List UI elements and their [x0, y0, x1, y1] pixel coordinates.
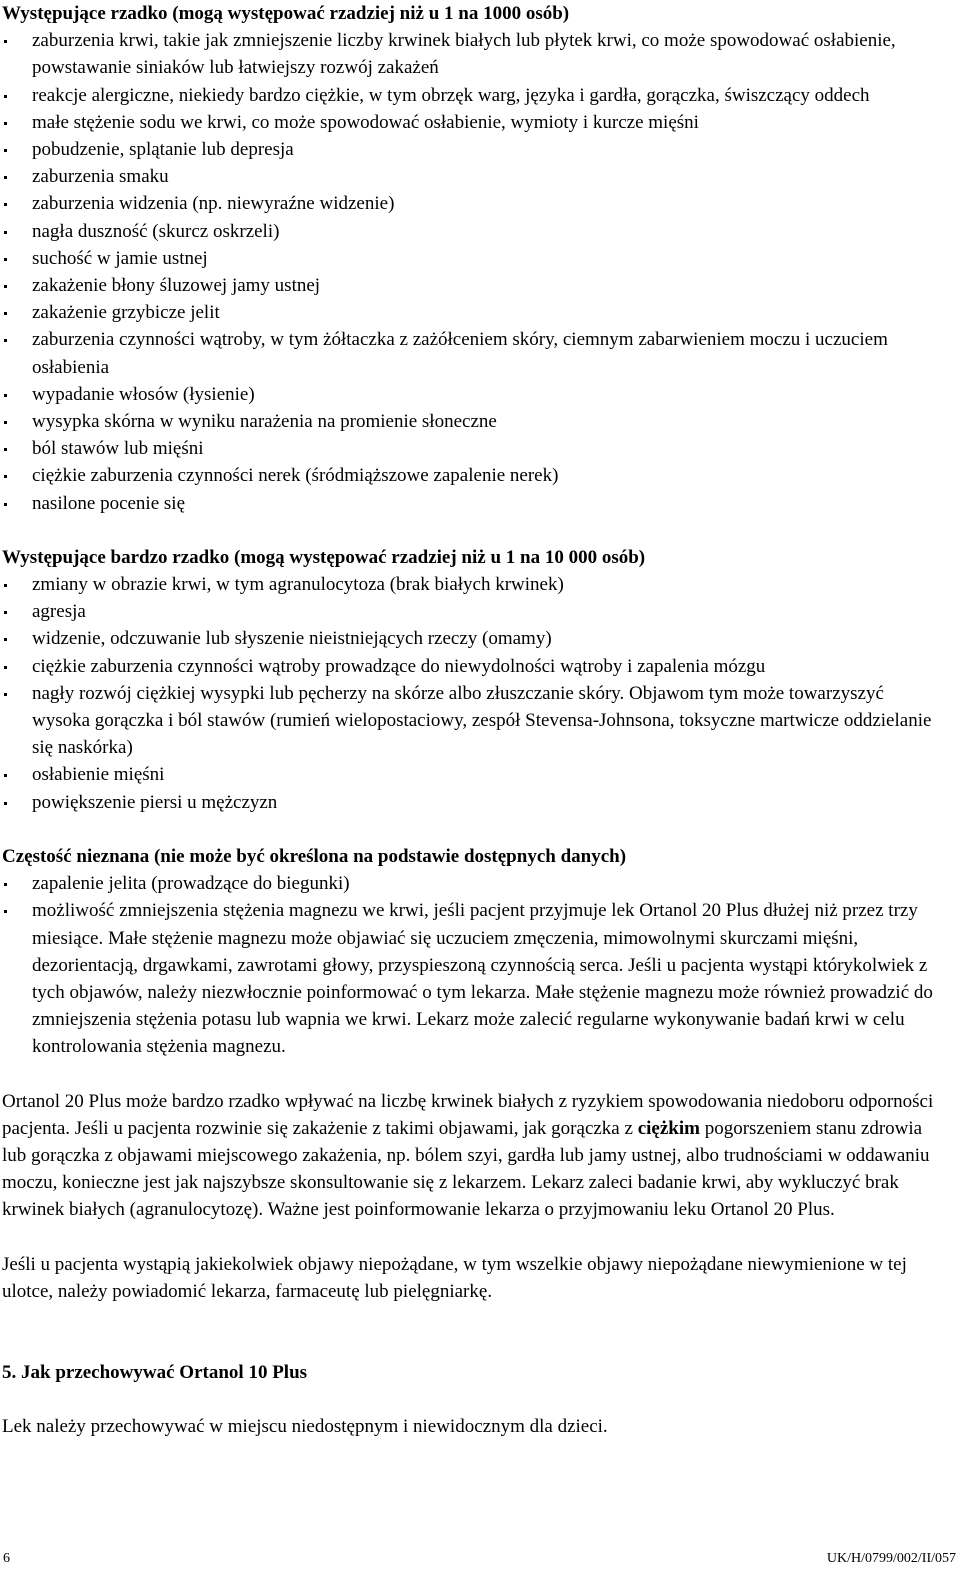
list-item: ciężkie zaburzenia czynności wątroby prowadzące do niewydolności wątroby i zapalenia mózgu	[2, 653, 960, 680]
section-5-text: Lek należy przechowywać w miejscu niedostępnym i niewidocznym dla dzieci.	[2, 1416, 608, 1438]
list-item: agresja	[2, 598, 960, 625]
list-item: możliwość zmniejszenia stężenia magnezu we krwi, jeśli pacjent przyjmuje lek Ortanol 20 Plus dłużej niż przez trzy miesiące. Małe stężenie magnezu może objawiać się uczuciem zmęczenia, mimowolnymi skurczami mięśni, dezorientacją, drgawkami, zawrotami głowy, przyspieszoną czynnością serca. Jeśli u pacjenta wystąpi którykolwiek z tych objawów, należy niezwłocznie poinformować o tym lekarza. Małe stężenie magnezu może również prowadzić do zmniejszenia stężenia potasu lub wapnia we krwi. Lekarz może zalecić regularne wykonywanie badań krwi w celu kontrolowania stężenia magnezu.	[2, 897, 960, 1060]
list-item: suchość w jamie ustnej	[2, 245, 960, 272]
page-number: 6	[3, 1551, 10, 1566]
bold-emphasis: ciężkim	[637, 1117, 700, 1139]
list-item: nagły rozwój ciężkiej wysypki lub pęcherzy na skórze albo złuszczanie skóry. Objawom tym może towarzyszyć wysoka gorączka i ból stawów (rumień wielopostaciowy, zespół Stevensa-Johnsona, toksyczne martwicze oddzielanie się naskórka)	[2, 680, 960, 762]
section-rare	[0, 0, 960, 517]
list-item: wysypka skórna w wyniku narażenia na promienie słoneczne	[2, 408, 960, 435]
paragraph-text: Jeśli u pacjenta wystąpią jakiekolwiek objawy niepożądane, w tym wszelkie objawy niepożądane niewymienione w tej ulotce, należy powiadomić lekarza, farmaceutę lub pielęgniarkę.	[2, 1253, 907, 1302]
bullet-list-rare	[2, 27, 960, 517]
list-item: wypadanie włosów (łysienie)	[2, 381, 960, 408]
list-item: widzenie, odczuwanie lub słyszenie nieistniejących rzeczy (omamy)	[2, 625, 960, 652]
section-5	[0, 1359, 960, 1440]
list-item: zaburzenia czynności wątroby, w tym żółtaczka z zażółceniem skóry, ciemnym zabarwieniem moczu i uczuciem osłabienia	[2, 326, 960, 380]
section-5-heading: 5. Jak przechowywać Ortanol 10 Plus	[2, 1361, 308, 1383]
document-code: UK/H/0799/002/II/057	[826, 1551, 956, 1566]
list-item: powiększenie piersi u mężczyzn	[2, 789, 960, 816]
paragraph-text: Ortanol 20 Plus może bardzo rzadko wpływać na liczbę krwinek białych z ryzykiem spowodowania niedoboru odporności pacjenta. Jeśli u pacjenta rozwinie się zakażenie z takimi objawami, jak gorączka z	[2, 1090, 934, 1139]
list-item: ciężkie zaburzenia czynności nerek (śródmiąższowe zapalenie nerek)	[2, 462, 960, 489]
page-footer	[0, 1548, 960, 1570]
list-item: zaburzenia smaku	[2, 163, 960, 190]
list-item: ból stawów lub mięśni	[2, 435, 960, 462]
list-item: nasilone pocenie się	[2, 490, 960, 517]
list-item: zaburzenia krwi, takie jak zmniejszenie liczby krwinek białych lub płytek krwi, co może spowodować osłabienie, powstawanie siniaków lub łatwiejszy rozwój zakażeń	[2, 27, 960, 81]
section-heading-very-rare: Występujące bardzo rzadko (mogą występować rzadziej niż u 1 na 10 000 osób)	[2, 546, 646, 568]
list-item: nagła duszność (skurcz oskrzeli)	[2, 218, 960, 245]
bullet-list-unknown	[2, 870, 960, 1060]
list-item: reakcje alergiczne, niekiedy bardzo ciężkie, w tym obrzęk warg, języka i gardła, gorączka, świszczący oddech	[2, 82, 960, 109]
paragraph-agranulocytosis	[0, 1088, 960, 1224]
list-item: zmiany w obrazie krwi, w tym agranulocytoza (brak białych krwinek)	[2, 571, 960, 598]
list-item: zaburzenia widzenia (np. niewyraźne widzenie)	[2, 190, 960, 217]
section-heading-unknown: Częstość nieznana (nie może być określona na podstawie dostępnych danych)	[2, 845, 627, 867]
section-very-rare	[0, 544, 960, 816]
paragraph-text: pogorszeniem stanu zdrowia lub gorączka z objawami miejscowego zakażenia, np. bólem szyi, gardła lub jamy ustnej, albo trudnościami w oddawaniu moczu, konieczne jest jak najszybsze skonsultowanie się z lekarzem. Lekarz zaleci badanie krwi, aby wykluczyć brak krwinek białych (agranulocytozę). Ważne jest poinformowanie lekarza o przyjmowaniu leku Ortanol 20 Plus.	[2, 1117, 930, 1221]
paragraph-report	[0, 1251, 960, 1305]
list-item: pobudzenie, splątanie lub depresja	[2, 136, 960, 163]
section-heading-rare: Występujące rzadko (mogą występować rzadziej niż u 1 na 1000 osób)	[2, 3, 570, 24]
bullet-list-very-rare	[2, 571, 960, 816]
list-item: zapalenie jelita (prowadzące do biegunki)	[2, 870, 960, 897]
list-item: małe stężenie sodu we krwi, co może spowodować osłabienie, wymioty i kurcze mięśni	[2, 109, 960, 136]
list-item: zakażenie błony śluzowej jamy ustnej	[2, 272, 960, 299]
section-unknown-frequency	[0, 843, 960, 1061]
list-item: zakażenie grzybicze jelit	[2, 299, 960, 326]
list-item: osłabienie mięśni	[2, 761, 960, 788]
